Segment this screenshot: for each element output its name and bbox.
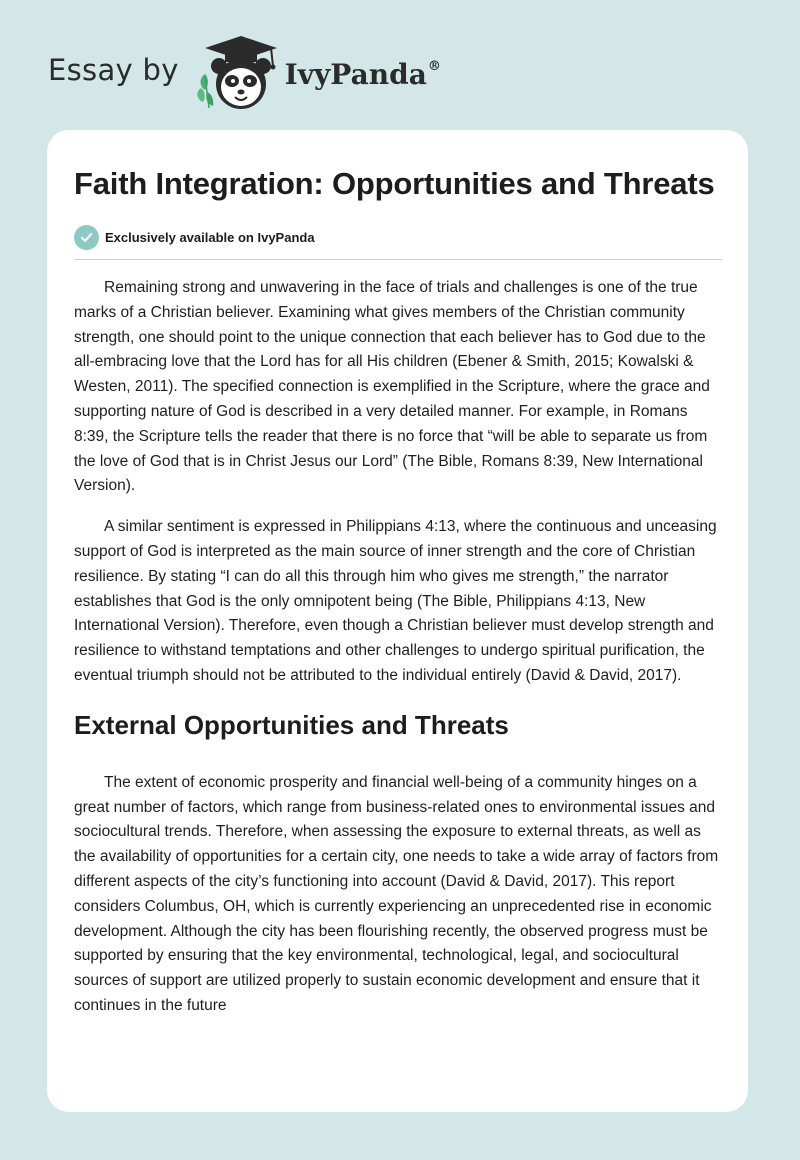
body-paragraph: A similar sentiment is expressed in Philippians 4:13, where the continuous and unceasing support of God is interpreted as the main source of inner strength and the core of Christian resilience. By stating “I can do all this through him who gives me strength,” the narrator establishes that God is the only omnipotent being (The Bible, Philippians 4:13, New International Version). Therefore, even though a Christian believer must develop strength and resilience to withstand temptations and other challenges to undergo spiritual purification, the eventual triumph should not be attributed to the individual entirely (David & David, 2017). bbox=[74, 518, 717, 684]
registered-mark: ® bbox=[427, 59, 441, 75]
essay-by-label: Essay by bbox=[48, 53, 179, 87]
section-paragraph: The extent of economic prosperity and financial well-being of a community hinges on a great number of factors, which range from business-related ones to environmental issues and sociocultural trends. Therefore, when assessing the exposure to external threats, as well as the availability of opportunities for a certain city, one needs to take a wide array of factors from different aspects of the city’s functioning into account (David & David, 2017). This report considers Columbus, OH, which is currently experiencing an unprecedented rise in economic development. Although the city has been flourishing recently, the observed progress must be supported by ensuring that the key environmental, technological, legal, and sociocultural sources of support are utilized properly to sustain economic development and ensure that it continues in the future bbox=[74, 773, 719, 1014]
title-divider bbox=[74, 259, 722, 260]
section-heading: External Opportunities and Threats bbox=[74, 709, 509, 740]
body-paragraph: Remaining strong and unwavering in the face of trials and challenges is one of the true marks of a Christian believer. Examining what gives members of the Christian community strength, one should point to the unique connection that each believer has to God due to the all-embracing love that the Lord has for all His children (Ebener & Smith, 2015; Kowalski & Westen, 2011). The specified connection is exemplified in the Scripture, where the grace and supporting nature of God is described in a very detailed manner. For example, in Romans 8:39, the Scripture tells the reader that there is no force that “will be able to separate us from the love of God that is in Christ Jesus our Lord” (The Bible, Romans 8:39, New International Version). bbox=[74, 279, 710, 495]
article-card bbox=[47, 130, 748, 1112]
ivypanda-logo-icon[interactable] bbox=[195, 34, 281, 114]
check-icon bbox=[74, 225, 99, 250]
exclusive-badge bbox=[74, 224, 722, 250]
site-header bbox=[48, 34, 441, 114]
article-content bbox=[47, 130, 748, 1019]
brand-name[interactable] bbox=[285, 58, 441, 91]
article-title: Faith Integration: Opportunities and Threats bbox=[74, 166, 715, 201]
exclusive-label: Exclusively available on IvyPanda bbox=[105, 229, 315, 245]
brand-text: IvyPanda bbox=[284, 57, 427, 91]
